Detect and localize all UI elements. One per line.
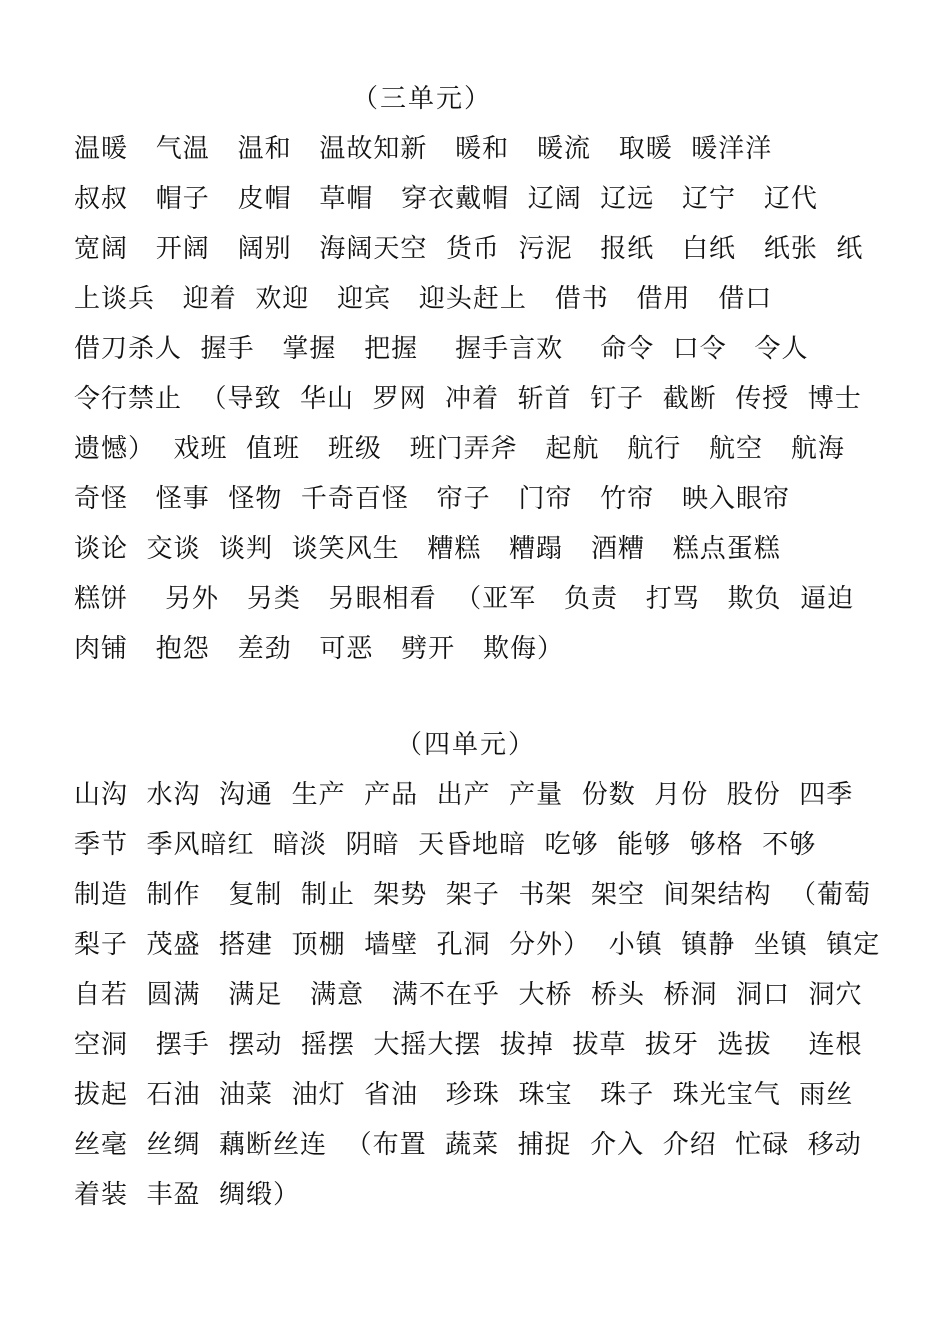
unit-3-line-7: 遗憾） 戏班 值班 班级 班门弄斧 起航 航行 航空 航海 — [74, 434, 845, 464]
unit-4-line-5: 自若 圆满 满足 满意 满不在乎 大桥 桥头 桥洞 洞口 洞穴 — [74, 980, 863, 1010]
unit-3-line-4: 上谈兵 迎着 欢迎 迎宾 迎头赶上 借书 借用 借口 — [74, 284, 773, 314]
unit-3-line-2: 叔叔 帽子 皮帽 草帽 穿衣戴帽 辽阔 辽远 辽宁 辽代 — [74, 184, 818, 214]
unit-3-line-9: 谈论 交谈 谈判 谈笑风生 糟糕 糟蹋 酒糟 糕点蛋糕 — [74, 534, 781, 564]
unit-3-line-11: 肉铺 抱怨 差劲 可恶 劈开 欺侮） — [74, 634, 564, 664]
unit-4-line-7: 拔起 石油 油菜 油灯 省油 珍珠 珠宝 珠子 珠光宝气 雨丝 — [74, 1080, 854, 1110]
unit-4-line-4: 梨子 茂盛 搭建 顶棚 墙壁 孔洞 分外） 小镇 镇静 坐镇 镇定 — [74, 930, 881, 960]
unit-4-line-3: 制造 制作 复制 制止 架势 架子 书架 架空 间架结构 （葡萄 — [74, 880, 872, 910]
unit-3-heading: （三单元） — [352, 84, 493, 114]
unit-3-line-1: 温暖 气温 温和 温故知新 暖和 暖流 取暖 暖洋洋 — [74, 134, 773, 164]
unit-3-line-3: 宽阔 开阔 阔别 海阔天空 货币 污泥 报纸 白纸 纸张 纸 — [74, 234, 864, 264]
unit-4-heading: （四单元） — [396, 730, 537, 760]
unit-3-line-8: 奇怪 怪事 怪物 千奇百怪 帘子 门帘 竹帘 映入眼帘 — [74, 484, 791, 514]
unit-4-line-8: 丝毫 丝绸 藕断丝连 （布置 蔬菜 捕捉 介入 介绍 忙碌 移动 — [74, 1130, 862, 1160]
unit-3-line-10: 糕饼 另外 另类 另眼相看 （亚军 负责 打骂 欺负 逼迫 — [74, 584, 855, 614]
unit-4-line-2: 季节 季风暗红 暗淡 阴暗 天昏地暗 吃够 能够 够格 不够 — [74, 830, 817, 860]
unit-3-line-6: 令行禁止 （导致 华山 罗网 冲着 斩首 钉子 截断 传授 博士 — [74, 384, 862, 414]
unit-4-line-6: 空洞 摆手 摆动 摇摆 大摇大摆 拔掉 拔草 拔牙 选拔 连根 — [74, 1030, 863, 1060]
unit-4-line-1: 山沟 水沟 沟通 生产 产品 出产 产量 份数 月份 股份 四季 — [74, 780, 854, 810]
unit-3-line-5: 借刀杀人 握手 掌握 把握 握手言欢 命令 口令 令人 — [74, 334, 809, 364]
unit-4-line-9: 着装 丰盈 绸缎） — [74, 1180, 301, 1210]
